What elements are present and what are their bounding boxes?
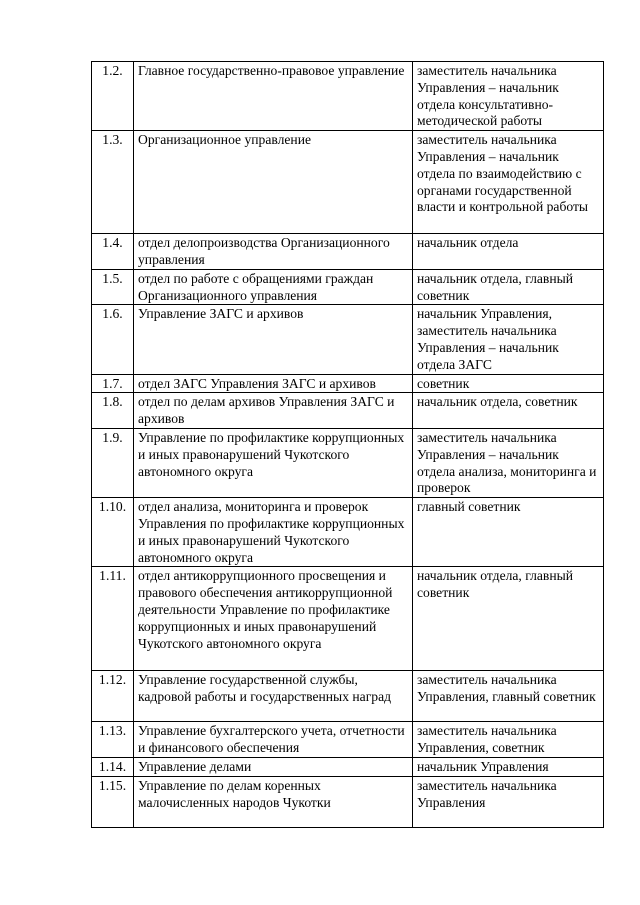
positions-table: [91, 61, 604, 828]
unit-name: отдел антикоррупционного просвещения и правового обеспечения антикоррупционной деятельности Управление по профилактике коррупционных и иных правонарушений Чукотского автономного округа: [134, 567, 413, 671]
position-title: начальник Управления, заместитель начальника Управления – начальник отдела ЗАГС: [413, 305, 604, 374]
unit-name: Управление ЗАГС и архивов: [134, 305, 413, 374]
unit-name: Управление бухгалтерского учета, отчетности и финансового обеспечения: [134, 722, 413, 758]
unit-name: отдел делопроизводства Организационного управления: [134, 234, 413, 270]
position-title: заместитель начальника Управления – начальник отдела анализа, мониторинга и проверок: [413, 428, 604, 497]
table-row: [92, 131, 604, 234]
position-title: начальник отдела, главный советник: [413, 567, 604, 671]
table-row: [92, 776, 604, 827]
row-number: 1.2.: [92, 62, 134, 131]
row-number: 1.8.: [92, 393, 134, 429]
table-row: [92, 62, 604, 131]
unit-name: отдел по работе с обращениями граждан Организационного управления: [134, 269, 413, 305]
unit-name: отдел анализа, мониторинга и проверок Управления по профилактике коррупционных и иных правонарушений Чукотского автономного округа: [134, 498, 413, 567]
position-title: заместитель начальника Управления, советник: [413, 722, 604, 758]
unit-name: Управление государственной службы, кадровой работы и государственных наград: [134, 671, 413, 722]
position-title: главный советник: [413, 498, 604, 567]
unit-name: отдел ЗАГС Управления ЗАГС и архивов: [134, 374, 413, 393]
table-row: [92, 757, 604, 776]
unit-name: Управление по делам коренных малочисленных народов Чукотки: [134, 776, 413, 827]
unit-name: Организационное управление: [134, 131, 413, 234]
unit-name: Управление по профилактике коррупционных и иных правонарушений Чукотского автономного округа: [134, 428, 413, 497]
row-number: 1.7.: [92, 374, 134, 393]
row-number: 1.12.: [92, 671, 134, 722]
position-title: начальник Управления: [413, 757, 604, 776]
row-number: 1.14.: [92, 757, 134, 776]
table-row: [92, 671, 604, 722]
row-number: 1.15.: [92, 776, 134, 827]
row-number: 1.6.: [92, 305, 134, 374]
table-row: [92, 567, 604, 671]
table-row: [92, 393, 604, 429]
position-title: заместитель начальника Управления, главный советник: [413, 671, 604, 722]
position-title: заместитель начальника Управления – начальник отдела по взаимодействию с органами государственной власти и контрольной работы: [413, 131, 604, 234]
position-title: начальник отдела: [413, 234, 604, 270]
row-number: 1.13.: [92, 722, 134, 758]
row-number: 1.9.: [92, 428, 134, 497]
table-row: [92, 498, 604, 567]
position-title: заместитель начальника Управления: [413, 776, 604, 827]
table-row: [92, 428, 604, 497]
unit-name: отдел по делам архивов Управления ЗАГС и архивов: [134, 393, 413, 429]
position-title: начальник отдела, советник: [413, 393, 604, 429]
row-number: 1.3.: [92, 131, 134, 234]
table-row: [92, 269, 604, 305]
unit-name: Главное государственно-правовое управление: [134, 62, 413, 131]
unit-name: Управление делами: [134, 757, 413, 776]
table-row: [92, 305, 604, 374]
row-number: 1.5.: [92, 269, 134, 305]
row-number: 1.11.: [92, 567, 134, 671]
position-title: заместитель начальника Управления – начальник отдела консультативно-методической работы: [413, 62, 604, 131]
row-number: 1.10.: [92, 498, 134, 567]
row-number: 1.4.: [92, 234, 134, 270]
table-row: [92, 234, 604, 270]
table-row: [92, 374, 604, 393]
position-title: советник: [413, 374, 604, 393]
table-row: [92, 722, 604, 758]
position-title: начальник отдела, главный советник: [413, 269, 604, 305]
